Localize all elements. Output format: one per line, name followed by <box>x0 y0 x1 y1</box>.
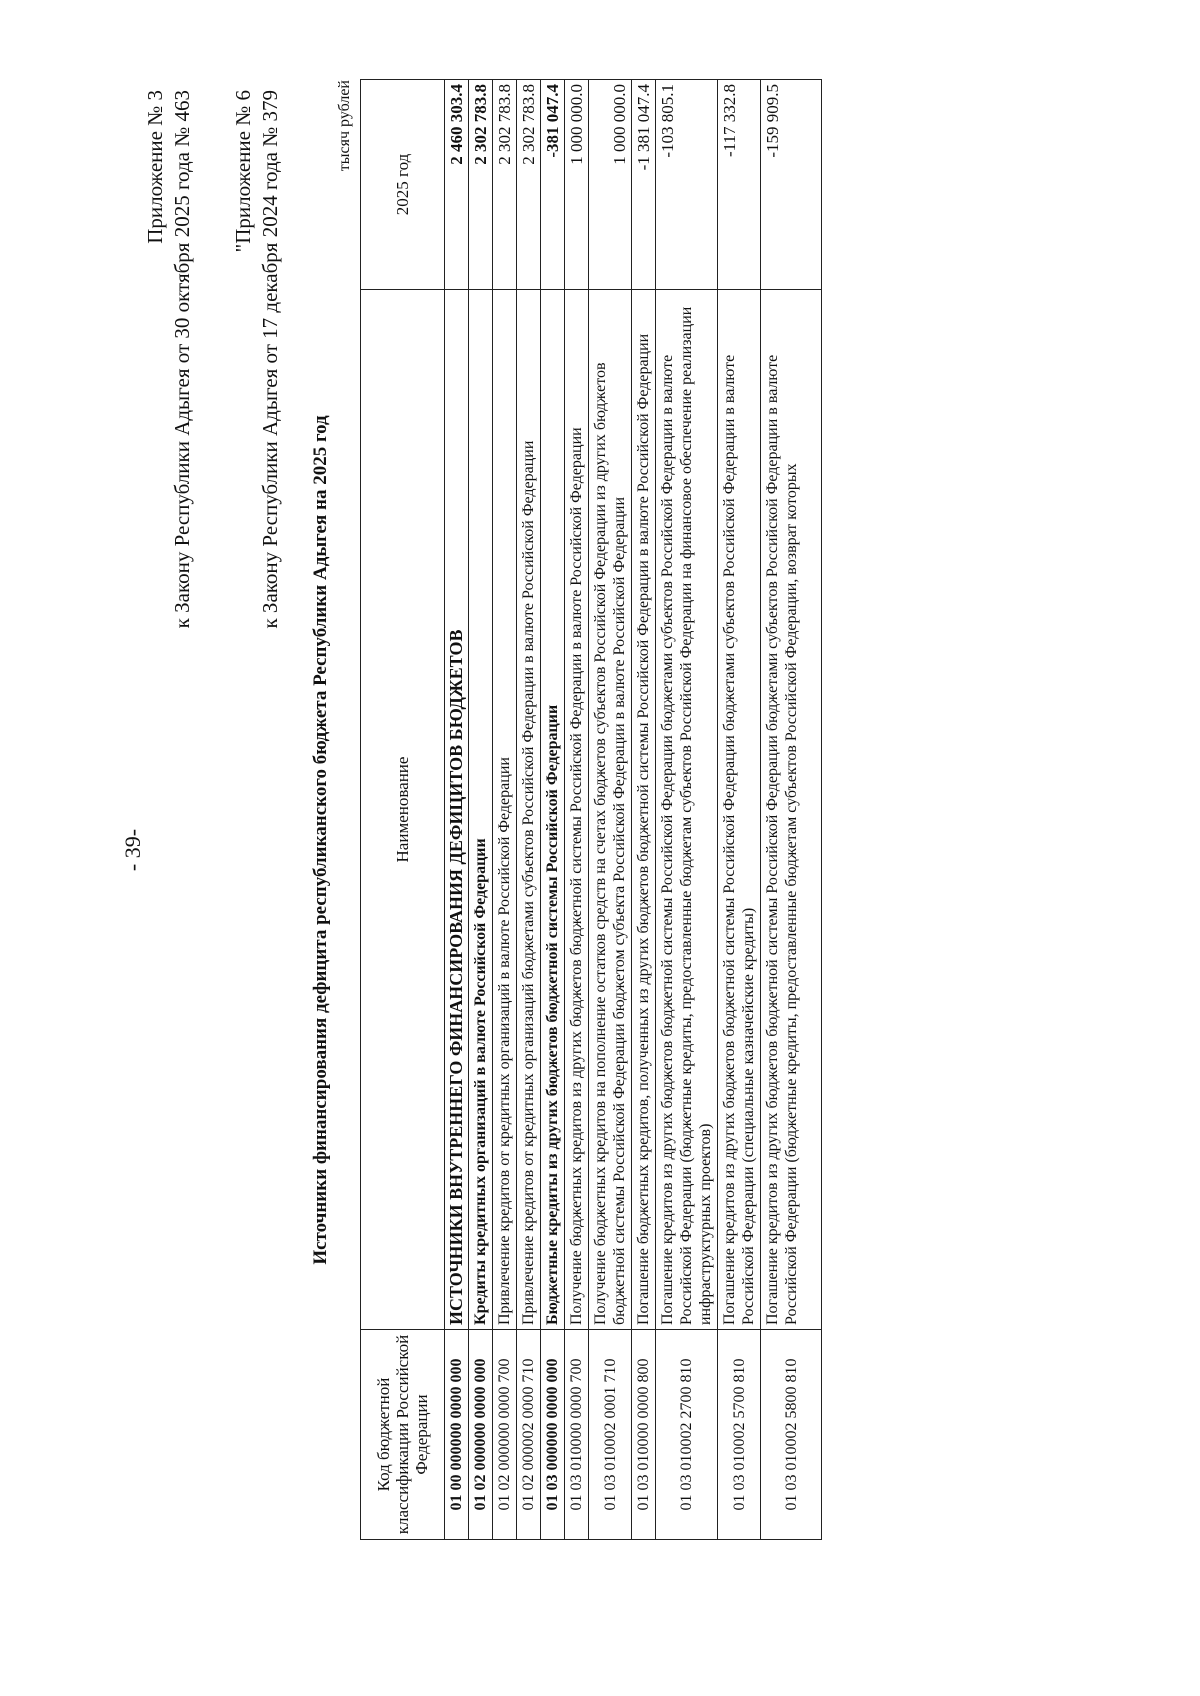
units-label: тысяч рублей <box>336 80 353 172</box>
table-row <box>761 80 822 1540</box>
row-name: Погашение бюджетных кредитов, полученных из других бюджетов бюджетной системы Российской Федерации в валюте Российской Федерации <box>632 290 656 1330</box>
table-header-row <box>361 80 445 1540</box>
row-code: 01 03 010002 2700 810 <box>656 1330 718 1540</box>
row-code: 01 03 010000 0000 700 <box>565 1330 589 1540</box>
document-title: Источники финансирования дефицита республиканского бюджета Республики Адыгея на 2025 год <box>310 415 331 1265</box>
appendix-law-reference: к Закону Республики Адыгея от 17 декабря 2024 года № 379 <box>258 90 282 629</box>
table-row <box>493 80 517 1540</box>
row-value: 2 302 783.8 <box>469 80 493 290</box>
row-name: Получение бюджетных кредитов из других бюджетов бюджетной системы Российской Федерации в валюте Российской Федерации <box>565 290 589 1330</box>
rotated-document-page <box>120 80 1160 1620</box>
appendix-header-original <box>230 90 284 629</box>
appendix-number: Приложение № 3 <box>143 90 167 244</box>
table-row <box>718 80 761 1540</box>
row-code: 01 00 000000 0000 000 <box>445 1330 469 1540</box>
table-row <box>656 80 718 1540</box>
table-row <box>469 80 493 1540</box>
row-value: 1 000 000.0 <box>565 80 589 290</box>
table-row <box>445 80 469 1540</box>
row-name: Погашение кредитов из других бюджетов бюджетной системы Российской Федерации бюджетами субъектов Российской Федерации в валюте Российской Федерации (специальные казначейские кредиты) <box>718 290 761 1330</box>
row-code: 01 03 010000 0000 800 <box>632 1330 656 1540</box>
appendix-number: "Приложение № 6 <box>231 90 255 253</box>
row-code: 01 02 000000 0000 000 <box>469 1330 493 1540</box>
row-value: 2 302 783.8 <box>493 80 517 290</box>
row-code: 01 03 000000 0000 000 <box>541 1330 565 1540</box>
budget-deficit-sources-table <box>360 79 822 1540</box>
row-name: Бюджетные кредиты из других бюджетов бюджетной системы Российской Федерации <box>541 290 565 1330</box>
row-value: -381 047.4 <box>541 80 565 290</box>
row-name: Привлечение кредитов от кредитных организаций бюджетами субъектов Российской Федерации в валюте Российской Федерации <box>517 290 541 1330</box>
row-value: -103 805.1 <box>656 80 718 290</box>
table-row <box>589 80 632 1540</box>
row-code: 01 02 000002 0000 710 <box>517 1330 541 1540</box>
row-name: Кредиты кредитных организаций в валюте Российской Федерации <box>469 290 493 1330</box>
table-row <box>517 80 541 1540</box>
table-row <box>565 80 589 1540</box>
row-name: Получение бюджетных кредитов на пополнение остатков средств на счетах бюджетов субъектов Российской Федерации из других бюджетов бюджетной системы Российской Федерации бюджетом субъекта Российской Федерации в валюте Российской Федерации <box>589 290 632 1330</box>
row-value: 2 460 303.4 <box>445 80 469 290</box>
row-code: 01 03 010002 5800 810 <box>761 1330 822 1540</box>
table-row <box>541 80 565 1540</box>
row-name-text: Погашение кредитов из других бюджетов бюджетной системы Российской Федерации бюджетами субъектов Российской Федерации в валюте Российской Федерации (бюджетные кредиты, предоставленные бюджетам субъектов Российской Федерации, возврат которых <box>764 354 800 1325</box>
appendix-law-reference: к Закону Республики Адыгея от 30 октября 2025 года № 463 <box>170 90 194 629</box>
row-value: 1 000 000.0 <box>589 80 632 290</box>
row-code: 01 03 010002 0001 710 <box>589 1330 632 1540</box>
row-name: Погашение кредитов из других бюджетов бюджетной системы Российской Федерации бюджетами субъектов Российской Федерации в валюте Российской Федерации (бюджетные кредиты, предоставленные бюджетам субъектов Российской Федерации на финансовое обеспечение реализации инфраструктурных проектов) <box>656 290 718 1330</box>
row-name <box>761 290 822 1330</box>
table-row <box>632 80 656 1540</box>
header-code: Код бюджетной классификации Российской Федерации <box>361 1330 445 1540</box>
row-value: -117 332.8 <box>718 80 761 290</box>
page-number: - 39- <box>120 828 145 872</box>
header-name: Наименование <box>361 290 445 1330</box>
header-value: 2025 год <box>361 80 445 290</box>
row-value: 2 302 783.8 <box>517 80 541 290</box>
row-name: ИСТОЧНИКИ ВНУТРЕННЕГО ФИНАНСИРОВАНИЯ ДЕФИЦИТОВ БЮДЖЕТОВ <box>445 290 469 1330</box>
row-code: 01 02 000000 0000 700 <box>493 1330 517 1540</box>
row-code: 01 03 010002 5700 810 <box>718 1330 761 1540</box>
row-value: -1 381 047.4 <box>632 80 656 290</box>
row-name: Привлечение кредитов от кредитных организаций в валюте Российской Федерации <box>493 290 517 1330</box>
row-value: -159 909.5 <box>761 80 822 290</box>
appendix-header-current <box>142 90 196 628</box>
